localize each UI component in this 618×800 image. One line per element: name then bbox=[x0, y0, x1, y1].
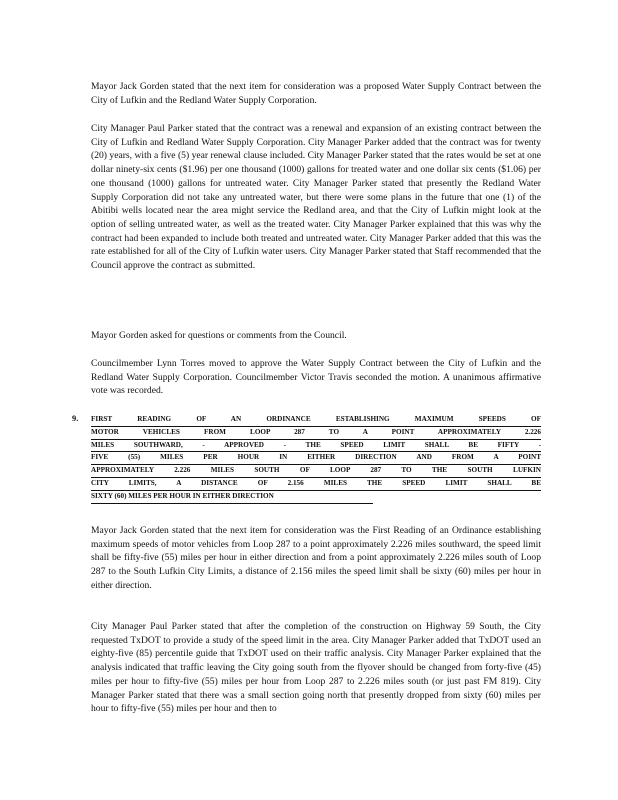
agenda-caption-line: SIXTY (60) MILES PER HOUR IN EITHER DIRECTION bbox=[91, 491, 373, 504]
paragraph-questions: Mayor Gorden asked for questions or comments from the Council. bbox=[91, 330, 347, 341]
agenda-caption-line: MILES SOUTHWARD, - APPROVED - THE SPEED LIMIT SHALL BE FIFTY - bbox=[91, 440, 541, 453]
agenda-item-caption bbox=[91, 414, 541, 504]
paragraph-water-contract-motion: Councilmember Lynn Torres moved to approve the Water Supply Contract between the City of Lufkin and the Redland Water Supply Corporation. Councilmember Victor Travis seconded the motion. A unanimous affirmative vote was recorded. bbox=[91, 358, 541, 397]
agenda-caption-line: FIVE (55) MILES PER HOUR IN EITHER DIRECTION AND FROM A POINT bbox=[91, 452, 541, 465]
paragraph-water-contract-intro: Mayor Jack Gorden stated that the next item for consideration was a proposed Water Supply Contract between the City of Lufkin and the Redland Water Supply Corporation. bbox=[91, 81, 541, 106]
agenda-caption-line: MOTOR VEHICLES FROM LOOP 287 TO A POINT APPROXIMATELY 2.226 bbox=[91, 427, 541, 440]
paragraph-speed-ordinance-intro: Mayor Jack Gorden stated that the next item for consideration was the First Reading of an Ordinance establishing maximum speeds of motor vehicles from Loop 287 to a point approximately 2.226 miles southward, the speed limit shall be fifty-five (55) miles per hour in either direction and from a point approximately 2.226 miles south of Loop 287 to the South Lufkin City Limits, a distance of 2.156 miles the speed limit shall be sixty (60) miles per hour in either direction. bbox=[91, 525, 541, 591]
agenda-caption-line: FIRST READING OF AN ORDINANCE ESTABLISHING MAXIMUM SPEEDS OF bbox=[91, 414, 541, 427]
agenda-caption-line: APPROXIMATELY 2.226 MILES SOUTH OF LOOP 287 TO THE SOUTH LUFKIN bbox=[91, 465, 541, 478]
agenda-item-number: 9. bbox=[72, 414, 79, 423]
paragraph-water-contract-details: City Manager Paul Parker stated that the contract was a renewal and expansion of an existing contract between the City of Lufkin and Redland Water Supply Corporation. City Manager Parker added that the contract was for twenty (20) years, with a five (5) year renewal clause included. City Manager Parker stated that the rates would be set at one dollar ninety-six cents ($1.96) per one thousand (1000) gallons for treated water and one dollar six cents ($1.06) per one thousand (1000) gallons for untreated water. City Manager Parker stated that presently the Redland Water Supply Corporation did not take any untreated water, but there were some plans in the future that one (1) of the Abitibi wells located near the area might service the Redland area, and that the City of Lufkin might look at the option of selling untreated water, as well as the treated water. City Manager Parker explained that this was why the contract had been expanded to include both treated and untreated water. City Manager Parker added that this was the rate established for all of the City of Lufkin water users. City Manager Parker stated that Staff recommended that the Council approve the contract as submitted. bbox=[91, 123, 541, 272]
agenda-caption-line: CITY LIMITS, A DISTANCE OF 2.156 MILES THE SPEED LIMIT SHALL BE bbox=[91, 478, 541, 491]
paragraph-speed-study: City Manager Paul Parker stated that after the completion of the construction on Highway 59 South, the City requested TxDOT to provide a study of the speed limit in the area. City Manager Parker added that TxDOT used an eighty-five (85) percentile guide that TxDOT used on their traffic analysis. City Manager Parker explained that the analysis indicated that traffic leaving the City going south from the flyover should be changed from forty-five (45) miles per hour to fifty-five (55) miles per hour from Loop 287 to 2.226 miles south (or just past FM 819). City Manager Parker stated that there was a small section going north that presently dropped from sixty (60) miles per hour to fifty-five (55) miles per hour and then to bbox=[91, 621, 541, 715]
